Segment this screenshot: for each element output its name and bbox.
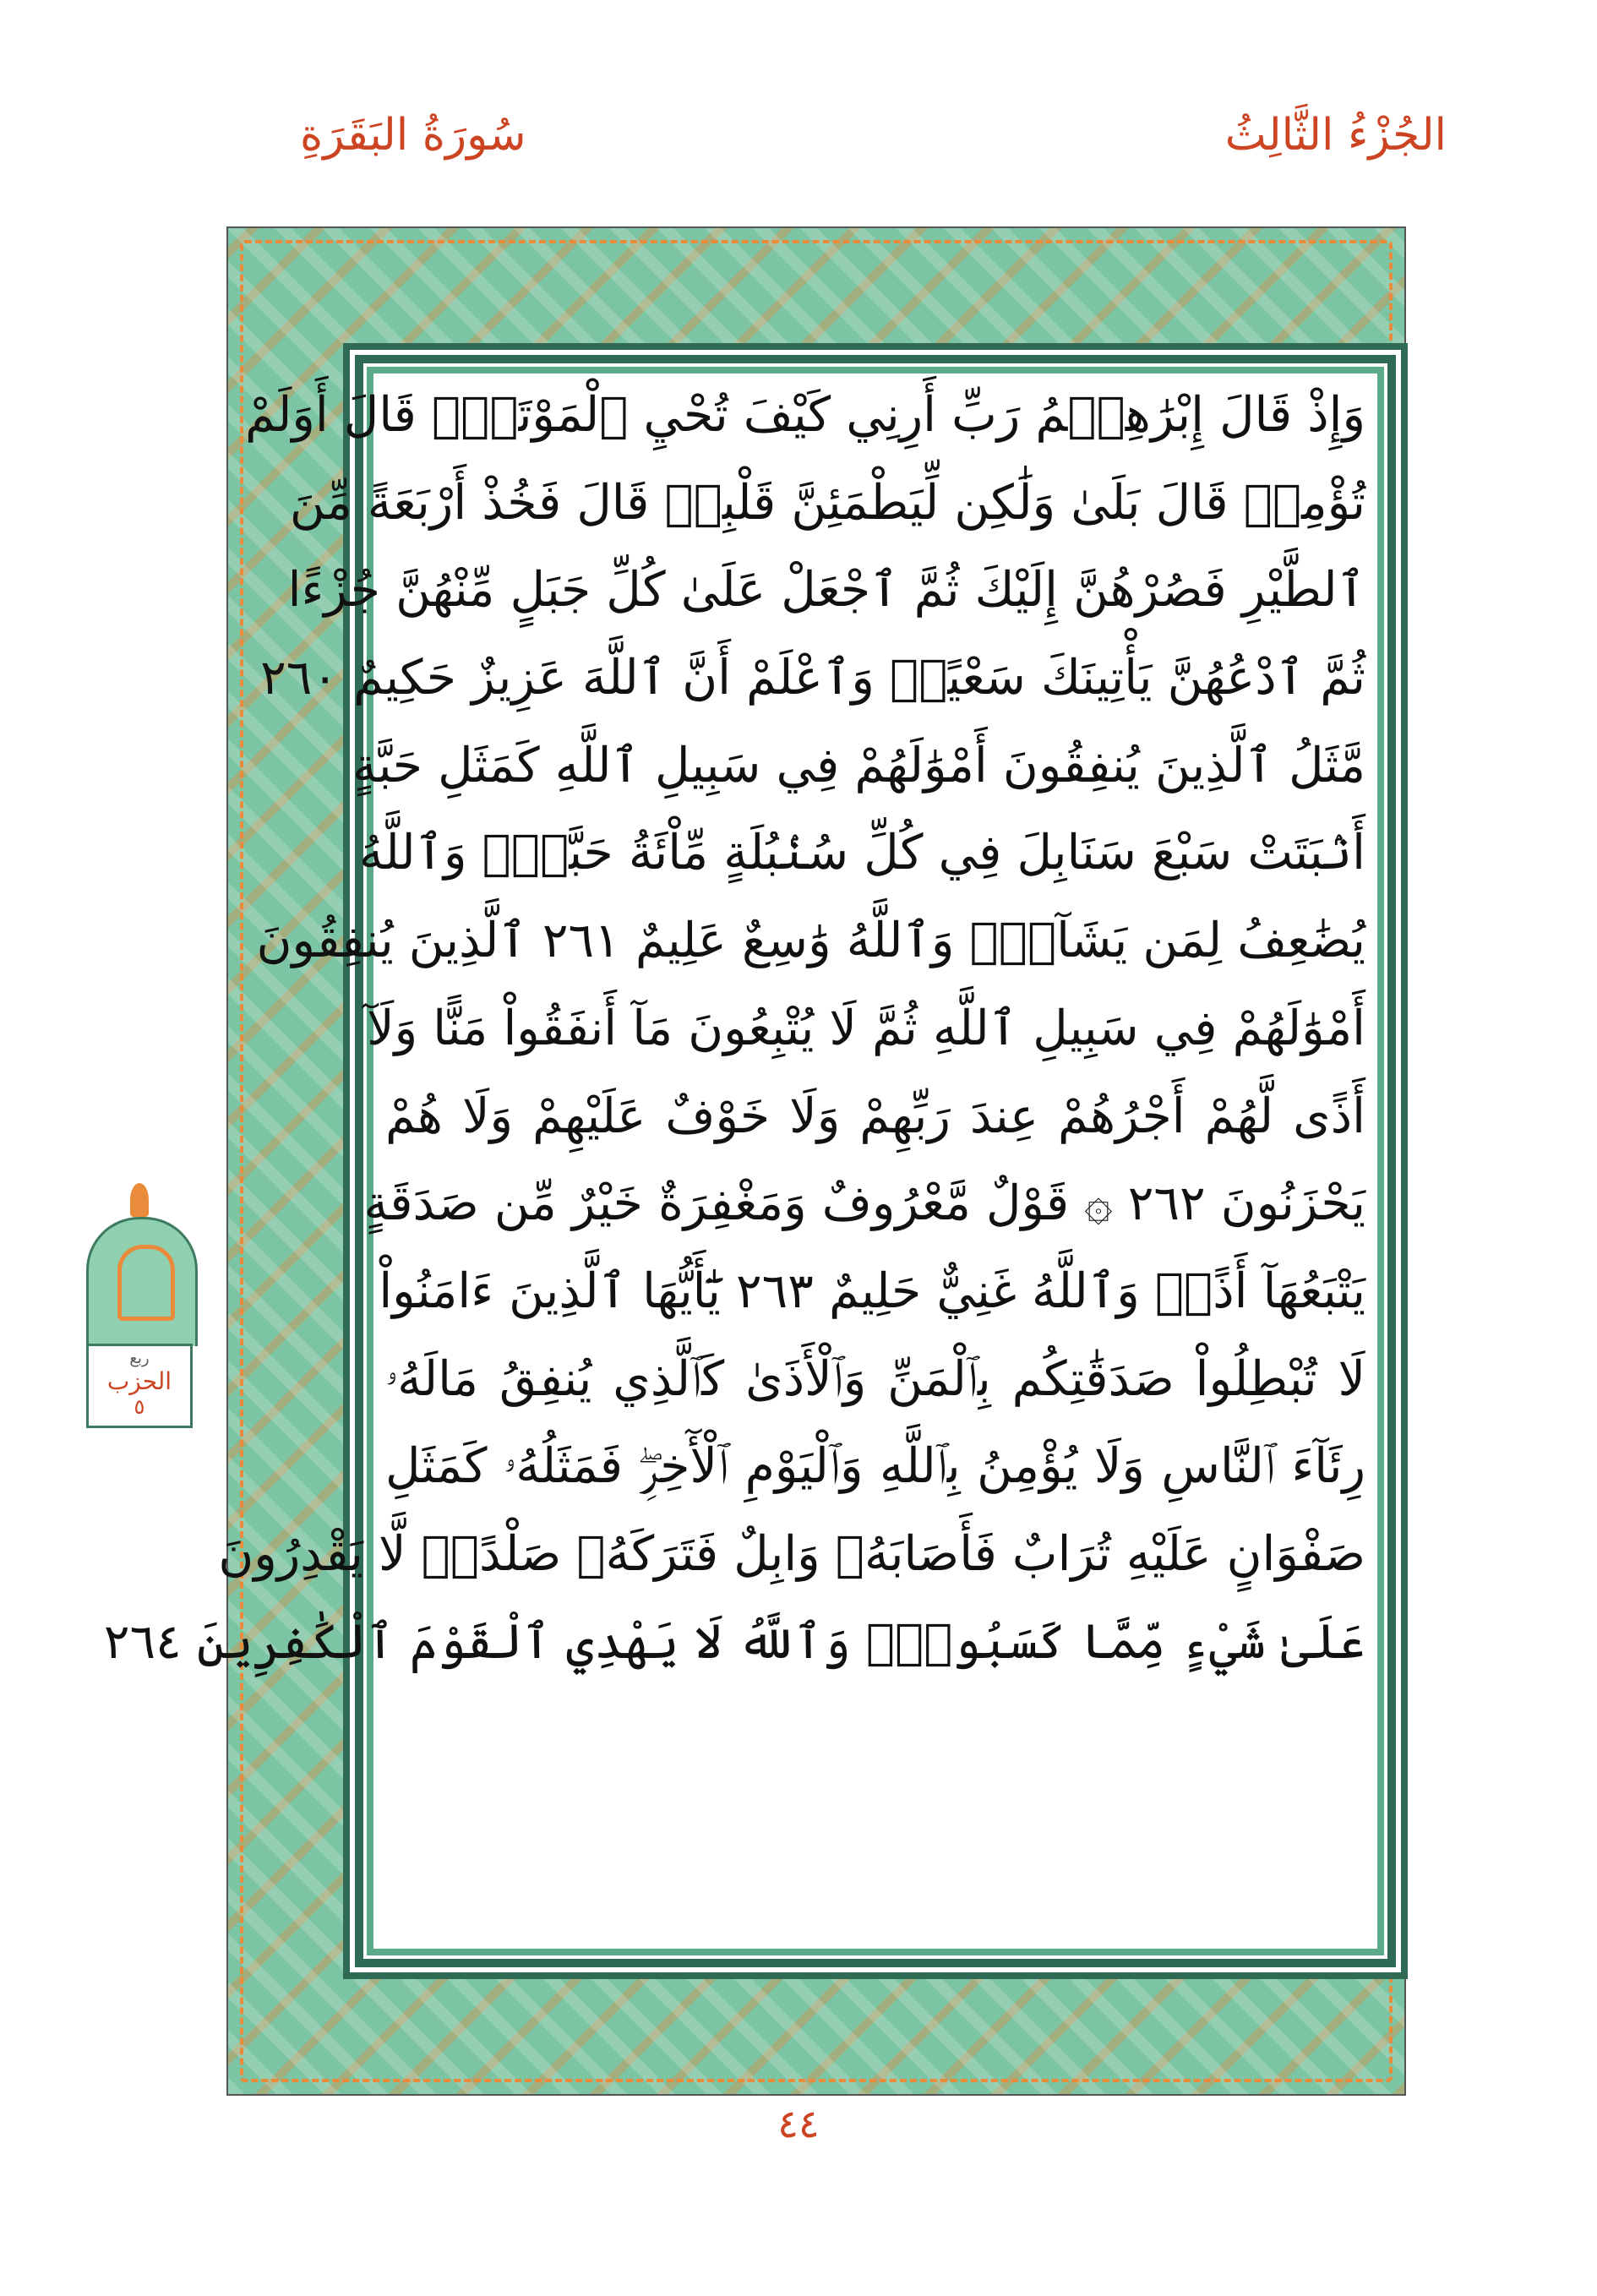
text-line: أَنۢبَتَتْ سَبْعَ سَنَابِلَ فِي كُلِّ سُنۢبُلَةٍ مِّاْئَةُ حَبَّةٍۗ وَٱللَّهُ — [358, 825, 1365, 881]
text-line: عَلَىٰ شَيْءٍ مِّمَّا كَسَبُواْۗ وَٱللَّهُ لَا يَهْدِي ٱلْقَوْمَ ٱلْكَٰفِرِينَ ٢٦٤ — [103, 1613, 1365, 1670]
text-line: تُؤْمِنۖ قَالَ بَلَىٰ وَلَٰكِن لِّيَطْمَئِنَّ قَلْبِيۖ قَالَ فَخُذْ أَرْبَعَةً مِّنَ — [289, 474, 1365, 531]
hizb-quarter-label: ربع — [129, 1350, 150, 1367]
text-line: مَّثَلُ ٱلَّذِينَ يُنفِقُونَ أَمْوَٰلَهُمْ فِي سَبِيلِ ٱللَّهِ كَمَثَلِ حَبَّةٍ — [352, 737, 1365, 794]
finial-icon — [130, 1183, 149, 1217]
text-line: يَتْبَعُهَآ أَذًىۗ وَٱللَّهُ غَنِيٌّ حَلِيمٌ ٢٦٣ يَٰٓأَيُّهَا ٱلَّذِينَ ءَامَنُواْ — [379, 1263, 1365, 1319]
surah-title: سُورَةُ البَقَرَةِ — [300, 110, 526, 161]
hizb-word: الحزب — [106, 1367, 172, 1395]
hizb-label — [86, 1344, 193, 1428]
page-number: ٤٤ — [777, 2101, 820, 2146]
text-line: ٱلطَّيْرِ فَصُرْهُنَّ إِلَيْكَ ثُمَّ ٱجْعَلْ عَلَىٰ كُلِّ جَبَلٍ مِّنْهُنَّ جُزْءًا — [287, 562, 1365, 619]
text-line: أَذًى لَّهُمْ أَجْرُهُمْ عِندَ رَبِّهِمْ وَلَا خَوْفٌ عَلَيْهِمْ وَلَا هُمْ — [385, 1088, 1365, 1144]
text-line: صَفْوَانٍ عَلَيْهِ تُرَابٌ فَأَصَابَهُۥ وَابِلٌ فَتَرَكَهُۥ صَلْدًاۖ لَّا يَقْدِرُونَ — [218, 1525, 1365, 1582]
text-line: رِئَآءَ ٱلنَّاسِ وَلَا يُؤْمِنُ بِٱللَّهِ وَٱلْيَوْمِ ٱلْأٓخِرِۖ فَمَثَلُهُۥ كَمَثَلِ — [385, 1438, 1365, 1495]
text-line: لَا تُبْطِلُواْ صَدَقَٰتِكُم بِٱلْمَنِّ وَٱلْأَذَىٰ كَٱلَّذِي يُنفِقُ مَالَهُۥ — [385, 1350, 1365, 1407]
juz-title: الجُزْءُ الثَّالِثُ — [1224, 110, 1447, 161]
hizb-marker — [81, 1183, 198, 1428]
text-line: يَحْزَنُونَ ٢٦٢ ۞ قَوْلٌ مَّعْرُوفٌ وَمَغْفِرَةٌ خَيْرٌ مِّن صَدَقَةٍ — [363, 1175, 1365, 1232]
arch-ornament-icon — [86, 1217, 198, 1346]
text-line: أَمْوَٰلَهُمْ فِي سَبِيلِ ٱللَّهِ ثُمَّ لَا يُتْبِعُونَ مَآ أَنفَقُواْ مَنًّا وَلَآ — [367, 1000, 1365, 1056]
text-line: ثُمَّ ٱدْعُهُنَّ يَأْتِينَكَ سَعْيًاۚ وَٱعْلَمْ أَنَّ ٱللَّهَ عَزِيزٌ حَكِيمٌ ٢٦٠ — [260, 650, 1365, 706]
text-line: يُضَٰعِفُ لِمَن يَشَآءُۚ وَٱللَّهُ وَٰسِعٌ عَلِيمٌ ٢٦١ ٱلَّذِينَ يُنفِقُونَ — [256, 913, 1365, 969]
hizb-number: ٥ — [134, 1395, 145, 1419]
text-line: وَإِذْ قَالَ إِبْرَٰهِـۧمُ رَبِّ أَرِنِي كَيْفَ تُحْيِ ٱلْمَوْتَىٰۖ قَالَ أَوَلَمْ — [245, 387, 1365, 443]
